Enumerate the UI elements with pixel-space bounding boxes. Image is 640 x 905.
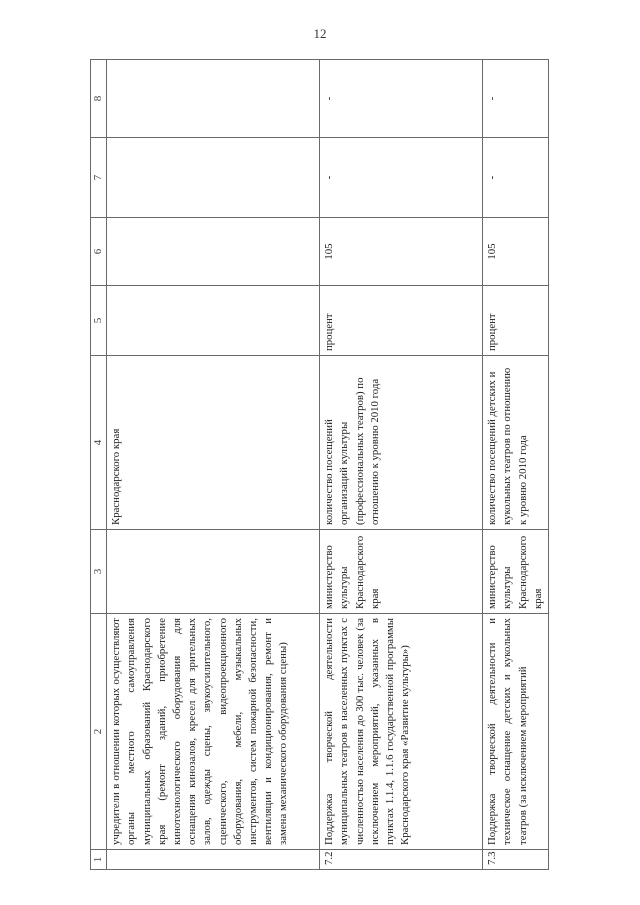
col-header-4: 4 (91, 356, 107, 530)
indicator: количество посещений организаций культуры (профессиональных театров) по отношению к уровню 2010 года (320, 356, 483, 530)
executor: министерство культуры Краснодарского края (483, 530, 549, 614)
table-row (107, 60, 320, 870)
col-header-5: 5 (91, 286, 107, 356)
indicator: Краснодарского края (107, 356, 320, 530)
col-header-3: 3 (91, 530, 107, 614)
measure-name: Поддержка творческой деятельности и техническое оснащение детских и кукольных театров (за исключением мероприятий (483, 614, 549, 850)
unit (107, 286, 320, 356)
col-header-1: 1 (91, 850, 107, 870)
executor (107, 530, 320, 614)
table-row (483, 60, 549, 870)
value-col-8 (107, 60, 320, 138)
value-col-6: 105 (320, 218, 483, 286)
program-measures-table (90, 59, 549, 870)
row-number: 7.3 (483, 850, 549, 870)
unit: процент (320, 286, 483, 356)
row-number (107, 850, 320, 870)
measure-name: Поддержка творческой деятельности муниципальных театров в населенных пунктах с численностью населения до 300 тыс. человек (за исключением мероприятий, указанных в пунктах 1.1.4, 1.1.6 государственной программы Краснодарского края «Развитие культуры») (320, 614, 483, 850)
header-row (91, 60, 107, 870)
col-header-7: 7 (91, 138, 107, 218)
table-rotation-frame (90, 60, 544, 870)
indicator: количество посещений детских и кукольных театров по отношению к уровню 2010 года (483, 356, 549, 530)
value-col-8: - (320, 60, 483, 138)
col-header-8: 8 (91, 60, 107, 138)
rotated-table-area (90, 60, 544, 870)
value-col-7: - (483, 138, 549, 218)
executor: министерство культуры Краснодарского края (320, 530, 483, 614)
value-col-6: 105 (483, 218, 549, 286)
table-row (320, 60, 483, 870)
col-header-6: 6 (91, 218, 107, 286)
value-col-8: - (483, 60, 549, 138)
col-header-2: 2 (91, 614, 107, 850)
value-col-7 (107, 138, 320, 218)
page-number: 12 (313, 26, 327, 41)
value-col-7: - (320, 138, 483, 218)
value-col-6 (107, 218, 320, 286)
row-number: 7.2 (320, 850, 483, 870)
unit: процент (483, 286, 549, 356)
measure-name: учредители в отношении которых осуществляют органы местного самоуправления муниципальных образований Краснодарского края (ремонт зданий, приобретение кинотехнологического оборудования для оснащения кинозалов, кресел для зрительных залов, одежды сцены, звукоусилительного, сценического, видеопроекционного оборудования, мебели, музыкальных инструментов, систем пожарной безопасности, вентиляции и кондиционирования, ремонт и замена механического оборудования сцены) (107, 614, 320, 850)
